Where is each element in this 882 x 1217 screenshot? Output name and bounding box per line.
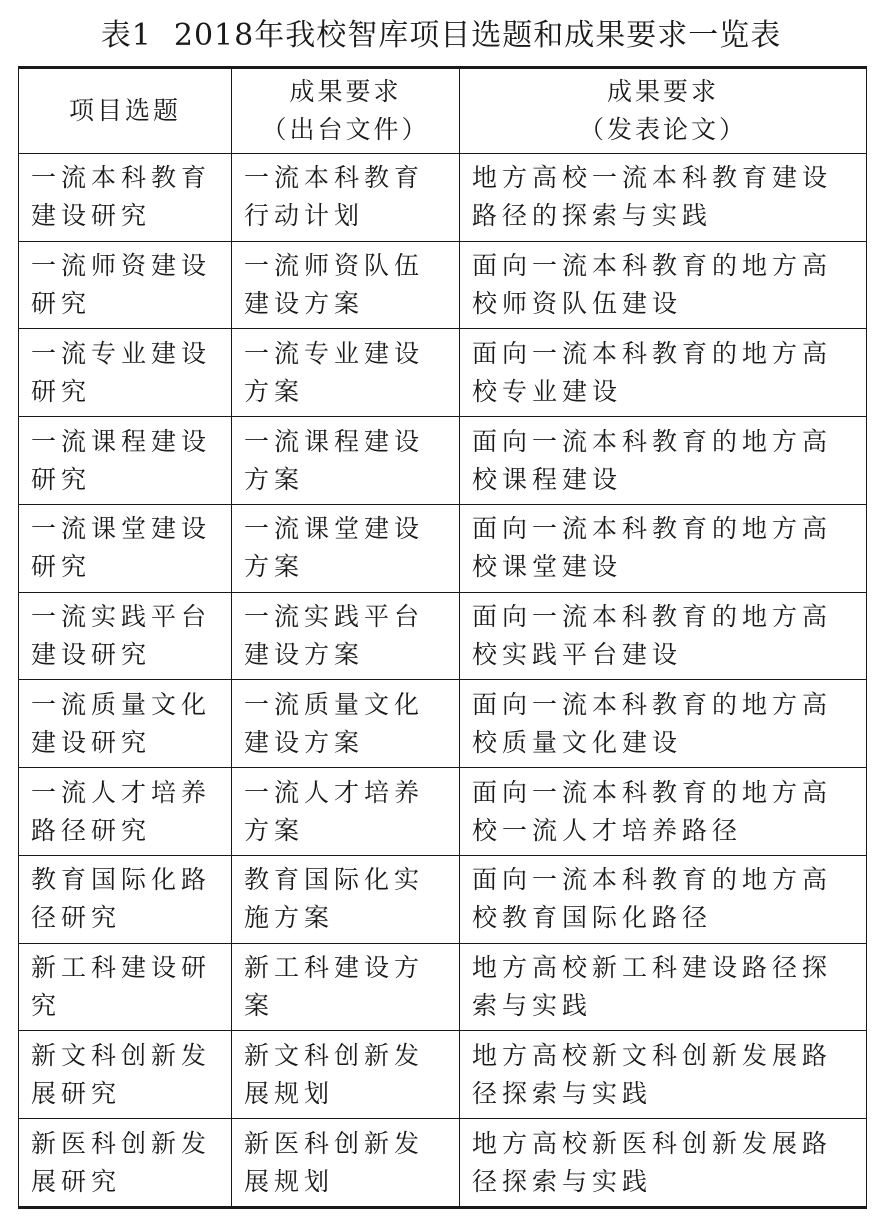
table-row: [19, 329, 867, 417]
cell-topic: 新工科建设研究: [19, 943, 232, 1031]
table-row: [19, 1119, 867, 1208]
header-row: [19, 68, 867, 154]
cell-paper: 面向一流本科教育的地方高校实践平台建设: [460, 592, 867, 680]
cell-document: 一流师资队伍建设方案: [232, 241, 460, 329]
table-row: [19, 241, 867, 329]
cell-paper: 地方高校一流本科教育建设路径的探索与实践: [460, 154, 867, 242]
cell-document: 一流课程建设方案: [232, 417, 460, 505]
cell-topic: 新医科创新发展研究: [19, 1119, 232, 1208]
cell-topic: 一流师资建设研究: [19, 241, 232, 329]
cell-topic: 一流专业建设研究: [19, 329, 232, 417]
header-paper-line2: （发表论文）: [578, 115, 747, 144]
table-row: [19, 1031, 867, 1119]
cell-paper: 面向一流本科教育的地方高校专业建设: [460, 329, 867, 417]
cell-topic: 教育国际化路径研究: [19, 855, 232, 943]
cell-document: 教育国际化实施方案: [232, 855, 460, 943]
table-row: [19, 154, 867, 242]
table-row: [19, 855, 867, 943]
table-row: [19, 592, 867, 680]
cell-document: 一流课堂建设方案: [232, 504, 460, 592]
cell-document: 新文科创新发展规划: [232, 1031, 460, 1119]
table-number: 表1: [100, 18, 152, 53]
cell-topic: 一流质量文化建设研究: [19, 680, 232, 768]
cell-topic: 一流课程建设研究: [19, 417, 232, 505]
header-paper-line1: 成果要求: [606, 77, 719, 106]
table-body: [19, 154, 867, 1208]
cell-paper: 面向一流本科教育的地方高校师资队伍建设: [460, 241, 867, 329]
table-row: [19, 680, 867, 768]
cell-paper: 地方高校新工科建设路径探索与实践: [460, 943, 867, 1031]
header-paper-requirement: [460, 68, 867, 154]
header-document-requirement: [232, 68, 460, 154]
cell-document: 一流专业建设方案: [232, 329, 460, 417]
cell-document: 新医科创新发展规划: [232, 1119, 460, 1208]
cell-paper: 地方高校新医科创新发展路径探索与实践: [460, 1119, 867, 1208]
cell-topic: 一流课堂建设研究: [19, 504, 232, 592]
header-topic: 项目选题: [19, 68, 232, 154]
header-document-line2: （出台文件）: [261, 115, 430, 144]
cell-document: 一流人才培养方案: [232, 768, 460, 856]
cell-paper: 面向一流本科教育的地方高校课堂建设: [460, 504, 867, 592]
cell-paper: 地方高校新文科创新发展路径探索与实践: [460, 1031, 867, 1119]
table-row: [19, 768, 867, 856]
cell-paper: 面向一流本科教育的地方高校质量文化建设: [460, 680, 867, 768]
cell-topic: 一流人才培养路径研究: [19, 768, 232, 856]
cell-document: 一流本科教育行动计划: [232, 154, 460, 242]
cell-paper: 面向一流本科教育的地方高校教育国际化路径: [460, 855, 867, 943]
cell-document: 一流质量文化建设方案: [232, 680, 460, 768]
table-row: [19, 417, 867, 505]
table-row: [19, 943, 867, 1031]
cell-paper: 面向一流本科教育的地方高校一流人才培养路径: [460, 768, 867, 856]
table-title: 2018年我校智库项目选题和成果要求一览表: [173, 18, 782, 53]
cell-document: 一流实践平台建设方案: [232, 592, 460, 680]
table-caption: [0, 10, 882, 62]
project-topics-table: [18, 66, 867, 1209]
cell-topic: 新文科创新发展研究: [19, 1031, 232, 1119]
table-row: [19, 504, 867, 592]
cell-topic: 一流实践平台建设研究: [19, 592, 232, 680]
cell-document: 新工科建设方案: [232, 943, 460, 1031]
cell-topic: 一流本科教育建设研究: [19, 154, 232, 242]
cell-paper: 面向一流本科教育的地方高校课程建设: [460, 417, 867, 505]
header-document-line1: 成果要求: [289, 77, 402, 106]
